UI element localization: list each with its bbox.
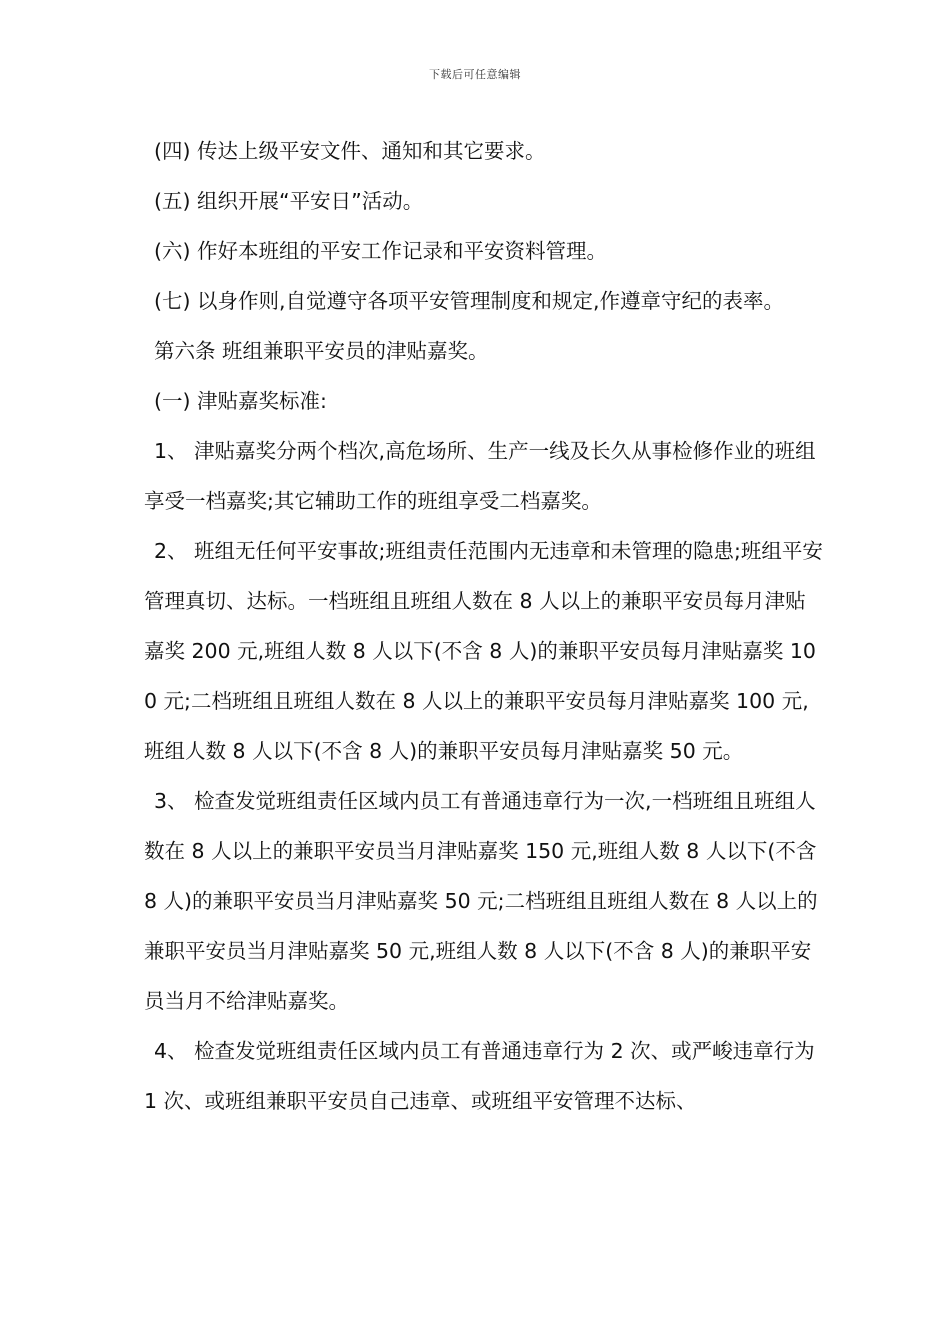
paragraph-item-6: (六) 作好本班组的平安工作记录和平安资料管理。 (154, 239, 608, 263)
paragraph-item-7: (七) 以身作则,自觉遵守各项平安管理制度和规定,作遵章守纪的表率。 (154, 289, 785, 313)
paragraph-item-4: (四) 传达上级平安文件、通知和其它要求。 (154, 139, 546, 163)
clause-3: 3、 检查发觉班组责任区域内员工有普通违章行为一次,一档班组且班组人数在 8 人以上的兼职平安员当月津贴嘉奖 150 元,班组人数 8 人以下(不含 8 人)的兼职平安员当月津贴嘉奖 50 元;二档班组且班组人数在 8 人以上的兼职平安员当月津贴嘉奖 50 元,班组人数 8 人以下(不含 8 人)的兼职平安员当月不给津贴嘉奖。 (144, 789, 818, 1013)
article-six-heading: 第六条 班组兼职平安员的津贴嘉奖。 (154, 339, 489, 363)
clause-2: 2、 班组无任何平安事故;班组责任范围内无违章和未管理的隐患;班组平安管理真切、达标。一档班组且班组人数在 8 人以上的兼职平安员每月津贴嘉奖 200 元,班组人数 8 人以下(不含 8 人)的兼职平安员每月津贴嘉奖 100 元;二档班组且班组人数在 8 人以上的兼职平安员每月津贴嘉奖 100 元,班组人数 8 人以下(不含 8 人)的兼职平安员每月津贴嘉奖 50 元。 (144, 539, 823, 763)
clause-1: 1、 津贴嘉奖分两个档次,高危场所、生产一线及长久从事检修作业的班组享受一档嘉奖;其它辅助工作的班组享受二档嘉奖。 (144, 439, 816, 513)
page-header: 下载后可任意编辑 (429, 68, 521, 81)
paragraph-item-5: (五) 组织开展“平安日”活动。 (154, 189, 424, 213)
subsection-heading: (一) 津贴嘉奖标准: (154, 389, 327, 413)
document-body (144, 126, 824, 1126)
clause-4: 4、 检查发觉班组责任区域内员工有普通违章行为 2 次、或严峻违章行为 1 次、或班组兼职平安员自己违章、或班组平安管理不达标、 (144, 1039, 815, 1113)
